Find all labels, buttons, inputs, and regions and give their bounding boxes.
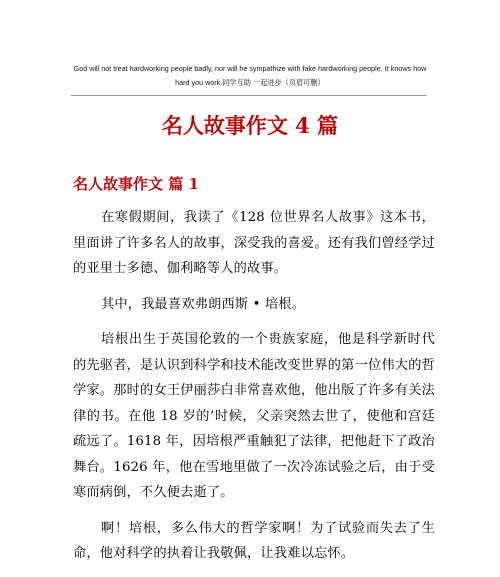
document-body — [73, 205, 435, 577]
section-title: 名人故事作文 篇 1 — [73, 175, 199, 193]
paragraph-4: 啊！培根，多么伟大的哲学家啊！为了试验而失去了生命，他对科学的执着让我敬佩，让我难以忘怀。 — [73, 520, 435, 561]
paragraph-2: 其中，我最喜欢弗朗西斯 • 培根。 — [101, 296, 306, 312]
paragraph-1: 在寒假期间，我读了《128 位世界名人故事》这本书，里面讲了许多名人的故事，深受我的喜爱。还有我们曾经学过的亚里士多德、伽利略等人的故事。 — [73, 210, 435, 276]
header-divider — [71, 95, 427, 96]
document-title: 名人故事作文 4 篇 — [161, 113, 339, 138]
header-quote-line: God will not treat hardworking people badly, nor will he sympathize with fake hardworking people. It knows how — [73, 64, 427, 73]
page-header — [60, 62, 440, 90]
header-note-line: hard you work.同学互助 一起进步（页眉可删） — [175, 78, 325, 87]
paragraph-3: 培根出生于英国伦敦的一个贵族家庭，他是科学新时代的先驱者，是认识到科学和技术能改变世界的第一位伟大的哲学家。那时的女王伊丽莎白非常喜欢他，他出版了许多有关法律的书。在他 18 岁的’时候，父亲突然去世了，使他和宫廷疏远了。1618 年，因培根严重触犯了法律，把他赶下了政治舞台。1626 年，他在雪地里做了一次冷冻试验之后，由于受寒而病倒，不久便去逝了。 — [73, 332, 435, 500]
